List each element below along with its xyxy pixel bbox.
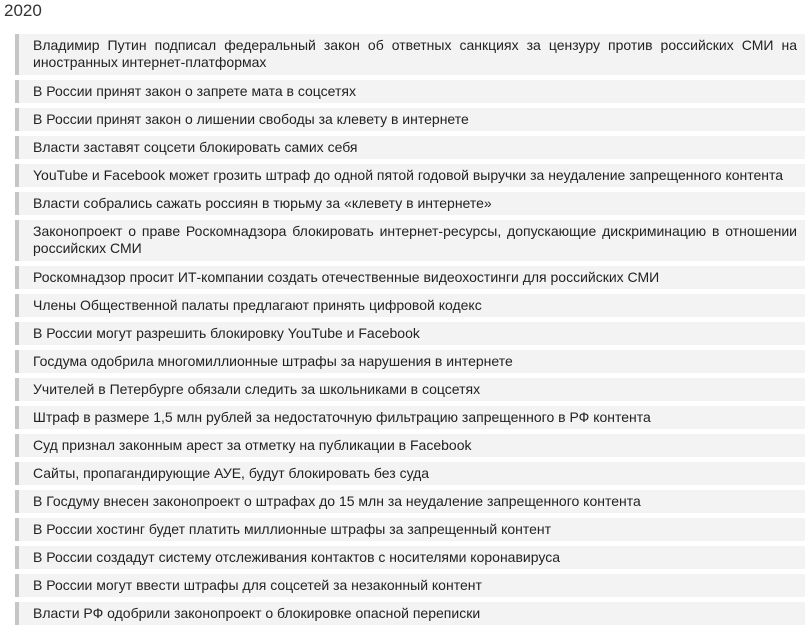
year-heading: 2020 [4, 1, 42, 20]
news-item[interactable] [15, 192, 805, 215]
news-item[interactable] [15, 350, 805, 373]
news-list [15, 34, 805, 630]
news-link[interactable]: Сайты, пропагандирующие АУЕ, будут блокировать без суда [33, 465, 430, 481]
news-item[interactable] [15, 322, 805, 345]
news-link[interactable]: Власти заставят соцсети блокировать самих себя [33, 139, 358, 155]
news-link[interactable]: Суд признал законным арест за отметку на публикации в Facebook [33, 437, 472, 453]
news-item[interactable] [15, 546, 805, 569]
news-item[interactable] [15, 462, 805, 485]
news-item[interactable] [15, 406, 805, 429]
news-link[interactable]: Роскомнадзор просит ИТ-компании создать отечественные видеохостинги для российских СМИ [33, 269, 660, 285]
news-item[interactable] [15, 164, 805, 187]
news-item[interactable] [15, 220, 805, 261]
news-item[interactable] [15, 574, 805, 597]
news-link[interactable]: YouTube и Facebook может грозить штраф до одной пятой годовой выручки за неудаление запрещенного контента [33, 167, 784, 183]
news-link[interactable]: В России принят закон о лишении свободы за клевету в интернете [33, 111, 469, 127]
news-item[interactable] [15, 34, 805, 75]
news-link[interactable]: Власти РФ одобрили законопроект о блокировке опасной переписки [33, 605, 481, 621]
news-item[interactable] [15, 602, 805, 625]
news-link[interactable]: Штраф в размере 1,5 млн рублей за недостаточную фильтрацию запрещенного в РФ контента [33, 409, 651, 425]
news-item[interactable] [15, 80, 805, 103]
news-item[interactable] [15, 490, 805, 513]
news-link[interactable]: В России создадут систему отслеживания контактов с носителями коронавируса [33, 549, 560, 565]
news-item[interactable] [15, 378, 805, 401]
news-item[interactable] [15, 136, 805, 159]
news-link[interactable]: Члены Общественной палаты предлагают принять цифровой кодекс [33, 297, 482, 313]
news-link[interactable]: Законопроект о праве Роскомнадзора блокировать интернет-ресурсы, допускающие дискриминацию в отношении российских СМИ [33, 223, 797, 256]
news-item[interactable] [15, 518, 805, 541]
news-link[interactable]: В России принят закон о запрете мата в соцсетях [33, 83, 356, 99]
news-link[interactable]: Госдума одобрила многомиллионные штрафы за нарушения в интернете [33, 353, 513, 369]
news-link[interactable]: Власти собрались сажать россиян в тюрьму за «клевету в интернете» [33, 195, 492, 211]
news-link[interactable]: В России могут разрешить блокировку YouTube и Facebook [33, 325, 420, 341]
news-item[interactable] [15, 294, 805, 317]
news-link[interactable]: В России могут ввести штрафы для соцсетей за незаконный контент [33, 577, 482, 593]
news-link[interactable]: В России хостинг будет платить миллионные штрафы за запрещенный контент [33, 521, 552, 537]
news-item[interactable] [15, 434, 805, 457]
news-item[interactable] [15, 108, 805, 131]
news-item[interactable] [15, 266, 805, 289]
news-link[interactable]: Владимир Путин подписал федеральный закон об ответных санкциях за цензуру против российских СМИ на иностранных интернет-платформах [33, 37, 797, 70]
news-link[interactable]: В Госдуму внесен законопроект о штрафах до 15 млн за неудаление запрещенного контента [33, 493, 641, 509]
news-link[interactable]: Учителей в Петербурге обязали следить за школьниками в соцсетях [33, 381, 481, 397]
